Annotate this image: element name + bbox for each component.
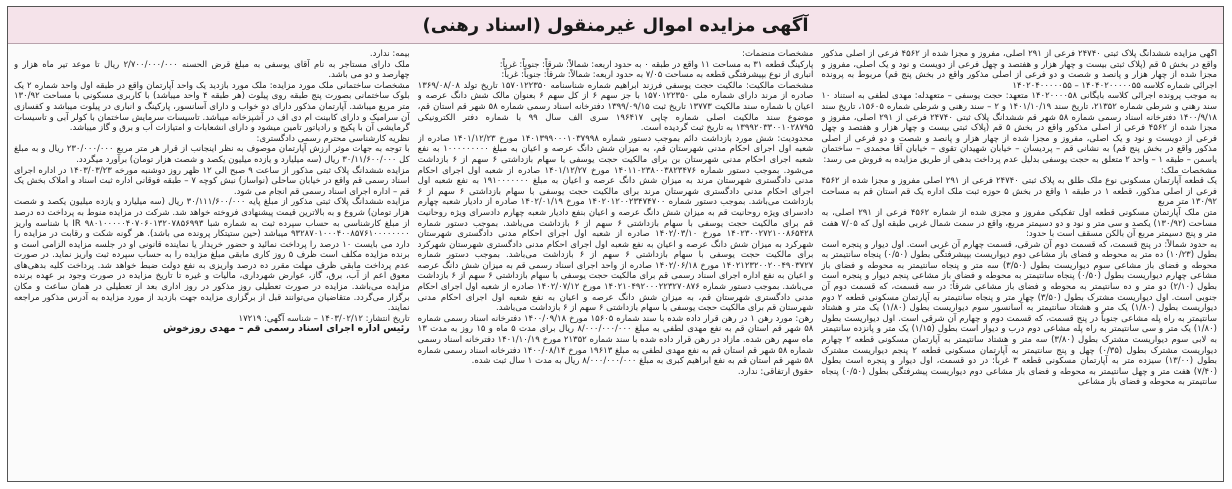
paragraph: مزایده ششدانگ پلاک ثبتی مذکور از ساعت ۹ صبح الی ۱۲ ظهر روز دوشنبه مورخه ۱۴۰۳/۰۳/۲۳ در اداره اجرای اسناد رسمی قم واقع در خیابان ساحلی (نواساز) نبش کوچه ۷ – طبقه فوقانی اداره ثبت اسناد و املاک بخش یک قم – اداره اجرای اسناد رسمی قم انجام می شود. — [13, 165, 410, 197]
title-bar — [8, 7, 1223, 44]
column-right — [821, 49, 1217, 475]
notice-sheet — [7, 6, 1224, 482]
paragraph: انباری از نوع بپیشرفتگی قطعه به مساحت ۷/۰۵ به حدود اربعه: شمالاً: شرقاً: جنوباً: غرباً: — [501, 70, 814, 81]
signature-line: رئیس اداره اجرای اسناد رسمی قم – مهدی روزخوش — [163, 323, 410, 335]
paragraph: نظریه کارشناسی محترم رسمی دادگستری: — [256, 133, 410, 144]
paragraph: با توجه به جهات موثر ارزش آپارتمان موصوف به نظر اینجانب از قرار هر متر مربع ۲۳۰/۰۰۰/۰۰۰ ریال و به مبلغ کل ۳۰/۱۱/۶۰۰/۰۰۰ ریال (سه میلیارد و یازده میلیون یکصد و شصت هزار تومان) برآورد میگردد. — [13, 144, 410, 165]
notice-columns — [14, 49, 1217, 475]
paragraph: پارکینگ قطعه ۳۱ به مساحت ۱۱ واقع در طبقه ۰ به حدود اربعه: شمالاً: شرقاً: جنوباً: غرباً: — [499, 59, 814, 70]
paragraph: حقوق ارتفاقی: ندارد. — [737, 366, 814, 377]
paragraph: متن ملک آپارتمان مسکونی قطعه اول تفکیکی مفروز و مجزی شده از شماره ۴۵۶۲ فرعی از ۲۹۱ اصلی، به مساحت (۱۳۰/۹۲) یکصد و سی متر و نود و دو دسیمتر مربع، واقع در سمت شمال غربی طبقه اول که ۷/۰۵ هفت متر و پنج دسیمتر مربع آن بالکن مسقف است با حدود: — [821, 207, 1217, 240]
column-center — [418, 49, 814, 475]
notice-title: آگهی مزایده اموال غیرمنقول (اسناد رهنی) — [422, 14, 809, 36]
column-left — [14, 49, 410, 475]
paragraph: مشخصات ملک: — [1160, 165, 1217, 176]
paragraph: تاریخ انتشار: ۱۴۰۳/۰۲/۱۲ – شناسه آگهی: ۱۷۲۱۹ — [238, 313, 410, 324]
paragraph: به حدود شمالاً: در پنج قسمت، که قسمت دوم آن شرقی، قسمت چهارم آن غربی است. اول دیوار و پنجره است بطول (۱۰/۲۳) ده متر به محوطه و فضای باز مشاعی دوم دیواریست بپیشرفتگی بطول (۰/۵۰) پنجاه سانتیمتر به محوطه و فضای باز مشاعی سوم دیواریست بطول (۳/۵۰) سه متر و پنجاه سانتیمتر به محوطه و فضای باز مشاعی چهارم دیواریست بطول (۰/۵۰) پنجاه سانتیمتر به محوطه و فضای باز مشاعی پنجم دیوار و پنجره است بطول (۲/۱۰) دو متر و ده سانتیمتر به محوطه و فضای باز مشاعی شرقاً: در سه قسمت، که قسمت دوم آن جنوبی است. اول دیواریست مشترک بطول (۳/۵۰) چهار متر و پنجاه سانتیمتر به آپارتمان مسکونی قطعه ۲ دوم دیواریست بطول (۱/۸۰) یک متر و هشتاد سانتیمتر به آسانسور سوم دیواریست بطول (۱/۸۰) یک متر و هشتاد سانتیمتر به راه پله مشاعی جنوباً در پنج قسمت، که قسمت دوم و چهارم آن شرقی است. اول دیواریست بطول (۱/۸۰) یک متر و سی سانتیمتر به راه پله مشاعی دوم درب و دیوار است بطول (۱/۱۵) یک متر و پانزده سانتیمتر به لابی سوم دیواریست مشترک بطول (۳/۸۰) سه متر و هشتاد سانتیمتر به آپارتمان مسکونی قطعه ۲ چهارم دیواریست مشترک بطول (۰/۳۵) چهل و پنج سانتیمتر به آپارتمان مسکونی قطعه ۲ پنجم دیواریست مشترک بطول (۱۳/۰۰) سیزده متر به آپارتمان مسکونی قطعه ۳ غرباً: در دو قسمت، اول دیوار و پنجره است بطول (۷/۴۰) هفت متر و چهل سانتیمتر به محوطه و فضای باز مشاعی دوم دیواریست پیشرفتگی بطول (۰/۵۰) پنجاه سانتیمتر به محوطه و فضای باز مشاعی — [821, 239, 1217, 388]
paragraph: مزایده ششدانگ پلاک ثبتی مذکور از مبلغ پایه ۳۰/۱۱۱/۶۰۰/۰۰۰ ریال (سه میلیارد و یازده میلیون یکصد و شصت هزار تومان) شروع و به بالاترین قیمت پیشنهادی فروخته خواهد شد. شرکت در مزایده منوط به پرداخت ده درصد از مبلغ کارشناسی به حساب سپرده ثبت به شماره شبا IR ۹۸۰۱۰۰۰۰۰۴۰۷۰۶۰۱۳۲۰۷۸۵۶۹۹۳ با شناسه واریز ۹۳۲۸۷۰۱۰۰۰۴۰۰۸۵۷۶۱۰۰۰۰۰۰۰۰ میباشد (حین ستیتکار پرونده می باشد). هر گونه شکت و رقابت در مزایده را دارد می بایست ۱۰ درصد را پرداخت نمائید و حضور خریدار یا نماینده قانونی او در جلسه مزایده الزامی است و برنده مزایده مکلف است ظرف ۵ روز کاری مابقی مبلغ مزایده را به حساب سپرده ثبت واریز نماید. در صورت عدم پرداخت مابقی ظرف مهلت مقرر ده درصد واریزی به نفع دولت ضبط خواهد شد. پرداخت کلیه بدهی‌های معوق اعم از آب، برق، گاز، عوارض شهرداری، مالیات و غیره تا تاریخ مزایده در صورت وجود بر عهده برنده مزایده می‌باشد. مزایده در صورت تعطیلی روز مذکور در روز اداری بعد از تعطیلی در همان ساعت و مکان برگزار می‌گردد. متقاضیان می‌توانند قبل از برگزاری مزایده جهت بازدید از مورد مزایده به آدرس مذکور مراجعه نمایند. — [13, 197, 410, 314]
paragraph: محدودیت: شش مورد بازداشت دائم بموجب دستور شماره ۱۴۰۱۳۹۹۰۰۰۱۰۳۷۹۹۸ مورخ ۱۴۰۱/۱۲/۲۳ صادره از شعبه اول اجرای احکام مدنی شهرستان قم، به میزان شش دانگ عرصه و اعیان به مبلغ ۱۰۰۰۰۰۰۰۰۰ به نفع شعبه اجرای احکام مدنی شهرستان بن برای مالکیت حجت یوسفی با سهام بازداشتی ۶ سهم از ۶ بازداشت می‌شود. بموجب دستور شماره ۱۴۰۱۱۰۲۳۸۰۰۳۸۲۳۴۷۶ مورخ ۱۴۰۱/۱۲/۲۷ صادره از شعبه اول اجرای احکام مدنی دادگستری شهرستان مرند به میزان شش دانگ عرصه و اعیان به مبلغ ۱۹۱۰۰۰۰۰۰۰ به نفع شعبه اول اجرای احکام مدنی دادگستری شهرستان مرند برای مالکیت حجت یوسفی با سهام بازداشتی ۶ سهم از ۶ بازداشت می‌باشد. بموجب دستور شماره ۱۴۰۲۰۱۲۰۰۲۳۴۷۴۷۰۰ مورخ ۱۴۰۲/۰۱/۱۹ صادره از دادیار شعبه چهارم دادسرای ویژه روحانیت قم به میزان شش دانگ عرصه و اعیان بنفع دادیار شعبه چهارم دادسرای ویژه روحانیت قم برای مالکیت حجت یوسفی با سهام بازداشتی ۶ سهم از ۶ بازداشت می‌باشد. بموجب دستور شماره ۱۴۰۲۳۰۰۲۷۲۱۰۰۸۶۵۴۲۸ مورخ ۱۴۰۲/۰۳/۱۰ صادره از شعبه اول اجرای احکام مدنی دادگستری شهرستان شهرکرد به میزان شش دانگ عرصه و اعیان به نفع شعبه اول اجرای احکام مدنی دادگستری شهرستان شهرکرد برای مالکیت حجت یوسفی با سهام بازداشتی ۶ سهم از ۶ بازداشت می‌باشد. بموجب دستور شماره ۱۴۰۲۱۲۳۲۰۰۲۰۰۴۹۰۳۷۲۷ مورخ ۱۴۰۲/۰۶/۱۸ صادره از واحد اجرای اسناد رسمی قم به میزان شش دانگ عرصه و اعیان به نفع اداره اجرای اسناد رسمی قم برای مالکیت حجت یوسفی با سهام بازداشتی ۶ سهم از ۶ بازداشت می‌باشد. بموجب دستور شماره ۱۴۰۲۱۰۴۹۲۰۰۰۲۲۳۲۷۰۸۷۶ مورخ ۱۴۰۲/۰۷/۱۲ صادره از شعبه اول اجرای احکام مدنی دادگستری شهرستان قم، به میزان شش دانگ عرصه و اعیان به نفع شعبه اول اجرای احکام مدنی شهرستان قم برای مالکیت حجت یوسفی با سهام بازداشتی ۶ سهم از ۶ بازداشت می‌باشد. — [417, 133, 814, 314]
paragraph: رهن: مورد رهن ۱ در رهن قرار داده شده با سند شماره ۱۵۶۰۵ مورخ ۱۴۰۰/۰۹/۱۸ دفترخانه اسناد رسمی شماره ۵۸ شهر قم استان قم به نفع مهدی لطفی به مبلغ ۸/۰۰۰/۰۰۰/۰۰۰ ریال برای مدت ۵ ماه و ۱۵ روز به مدت ۱۳ ماه سهم رهن شده. مازاد در رهن قرار داده شده با سند شماره ۲۱۳۵۲ مورخ ۱۴۰۱/۱۰/۱۹ دفترخانه اسناد رسمی شماره ۵۸ شهر قم استان قم به نفع مهدی لطفی به مبلغ ۱۹۶۱۳ مورخ ۱۴۰۰/۰۸/۱۴ دفترخانه اسناد رسمی شماره ۵۸ شهر قم استان قم به نفع ابراهیم کبری به مبلغ ۸/۰۰۰/۰۰۰/۰۰۰ ریال به مدت ۱ سال ثبت شده. — [417, 313, 814, 367]
paragraph: مشخصات منضمات: — [742, 49, 814, 59]
paragraph: مشخصات مالکیت: مالکیت حجت یوسفی فرزند ابراهیم شماره شناسنامه ۱۵۷۰۱۲۲۳۵۰ تاریخ تولد ۱۳۶۹/۰۸/۰۸ صادره از مرند دارای شماره ملی ۱۵۷۰۱۲۲۳۵۰ با جز سهم ۶ از کل سهم ۶ بعنوان مالک شش دانگ عرصه و اعیان با شماره سند مالکیت ۱۳۷۷۳ تاریخ ثبت ۱۳۹۹/۰۹/۱۵ دفترخانه اسناد رسمی شماره ۵۸ شهر قم استان قم، موضوع سند مالکیت اصلی شماره چاپی ۱۹۶۴۱۷ سری الف سال ۹۹ با شماره دفتر الکترونیکی ۱۳۹۹۲۰۳۳۰۰۱۰۲۸۷۹۵ به تاریخ ثبت گردیده است. — [417, 80, 814, 134]
paragraph: یک قطعه آپارتمان مسکونی نوع ملک طلق به پلاک ثبتی ۲۴۷۴۰ فرعی از ۲۹۱ اصلی مفروز و مجزا شده از ۴۵۶۲ فرعی از اصلی مذکور، قطعه ۱ در طبقه ۱ واقع در بخش ۵ حوزه ثبت ملک اداره یک قم استان قم به مساحت ۱۳۰/۹۲ متر مربع — [821, 176, 1217, 208]
paragraph: مشخصات ساختمانی ملک مورد مزایده: ملک مورد بازدید یک واحد آپارتمان واقع در طبقه اول واحد شماره ۲ یک بلوک ساختمانی بصورت پنج طبقه روی پیلوت (هر طبقه ۴ واحد میباشد) با کاربری مسکونی با مساحت ۱۳۰/۹۲ متر مربع میباشد. آپارتمان مذکور دارای دو خواب و دارای آسانسور، پارکینگ و انباری در پیلوت میباشد و کفسازی آن سرامیک و دارای کابینت ام دی اف در آشپزخانه میباشد. تاسیسات سرمایش ساختمان با کولر آبی و تاسیسات گرمایشی آن با پکیج و رادیاتور تامین میشود و دارای انشعابات و امتیازات آب و برق و گاز میباشد. — [13, 80, 410, 134]
paragraph: ملک دارای مستاجر به نام آقای یوسفی به مبلغ قرض الحسنه ۲/۷۰۰/۰۰۰/۰۰۰ ریال تا موعد تیر ماه هزار و چهارصد و دو می باشد. — [13, 59, 410, 81]
paragraph: به موجب پرونده اجرائی کلاسه بایگانی ۱۴۰۲۰۰۰۰۵۸ متعهد: حجت یوسفی – متعهدله: مهدی لطفی به استناد ۱۰ سند رهنی و شرطی شماره ۲۱۳۵۲، تاریخ سند ۱۴۰۱/۱۰/۱۹ و ۲ – سند رهنی و شرطی شماره ۱۵۶۰۵، تاریخ سند ۱۴۰۰/۹/۱۸ دفترخانه اسناد رسمی شماره ۵۸ شهر قم ششدانگ پلاک ثبتی ۲۴۷۴۰ فرعی از ۲۹۱ اصلی، مفروز و مجزا شده از ۴۵۶۲ فرعی از اصلی مذکور واقع در بخش ۵ قم (پلاک ثبتی بیست و چهار هزار و هفتصد و چهل فرعی از دویست و نود و یک اصلی، مفروز و مجزا شده از چهار هزار و پانصد و شصت و دو فرعی از اصلی مذکور واقع در بخش پنج قم) به نشانی قم – پردیسان – خیابان شهیدان تقوی – خیابان آقا محمدی – ساختمان یاسمن – طبقه ۱ – واحد ۲ متعلق به حجت یوسفی بدلیل عدم پرداخت بدهی از طریق مزایده به فروش می رسد: — [821, 91, 1217, 165]
paragraph: بیمه: ندارد. — [369, 49, 410, 59]
paragraph: آگهی مزایده ششدانگ پلاک ثبتی ۲۴۷۴۰ فرعی از ۲۹۱ اصلی، مفروز و مجزا شده از ۴۵۶۲ فرعی از اصلی مذکور واقع در بخش ۵ قم (پلاک ثبتی بیست و چهار هزار و هفتصد و چهل فرعی از دویست و نود و یک اصلی، مفروز و مجزا شده از چهار هزار و پانصد و شصت و دو فرعی از اصلی مذکور واقع در بخش پنج قم) مربوط به پرونده اجرائی شماره کلاسه ۱۴۰۴۰۲۰۰۰۰۰۵۵ – ۱۴۰۲۰۴۰۰۰۰۰۵۵ — [821, 49, 1217, 91]
